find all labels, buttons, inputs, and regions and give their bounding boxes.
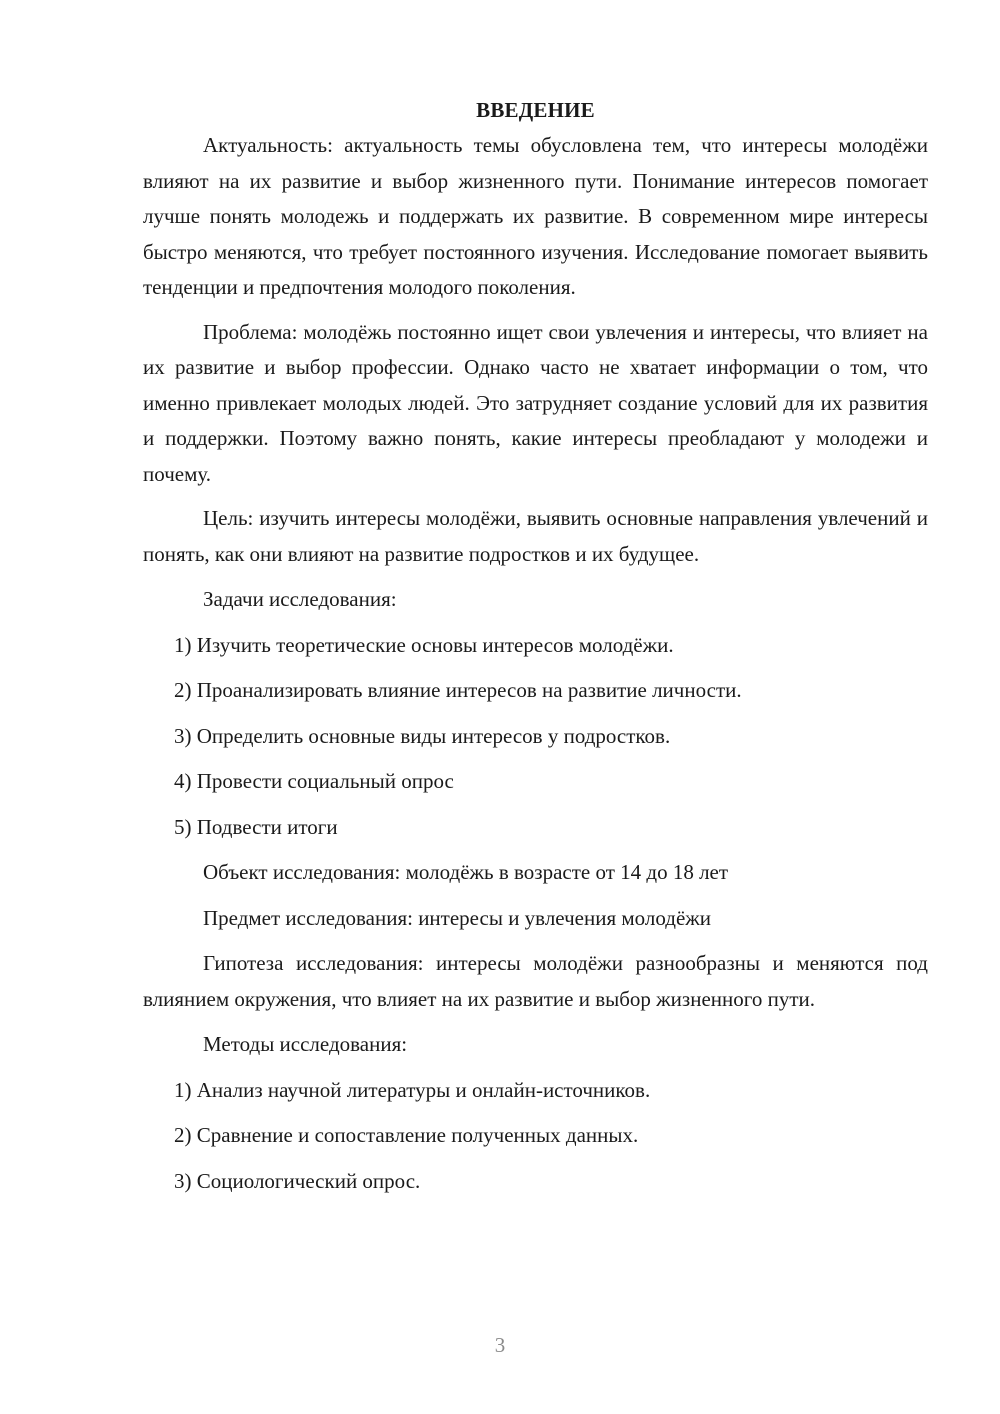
methods-title: Методы исследования: [203, 1032, 408, 1056]
list-item: 2) Сравнение и сопоставление полученных данных. [174, 1123, 639, 1147]
list-item: 1) Изучить теоретические основы интересов молодёжи. [174, 632, 674, 657]
document-page [143, 92, 928, 1199]
list-item: 3) Определить основные виды интересов у подростков. [174, 723, 671, 748]
list-item: 5) Подвести итоги [174, 814, 338, 839]
list-item: 1) Анализ научной литературы и онлайн-источников. [174, 1077, 651, 1102]
page-title: ВВЕДЕНИЕ [476, 98, 595, 122]
relevance-paragraph: Актуальность: актуальность темы обусловлена тем, что интересы молодёжи влияют на их развитие и выбор жизненного пути. Понимание интересов помогает лучше понять молодежь и поддержать их развитие. В современном мире интересы быстро меняются, что требует постоянного изучения. Исследование помогает выявить тенденции и предпочтения молодого поколения. [143, 133, 928, 299]
subject-line: Предмет исследования: интересы и увлечения молодёжи [203, 905, 712, 930]
tasks-list [143, 628, 928, 846]
list-item: 4) Провести социальный опрос [174, 769, 454, 793]
hypothesis-paragraph: Гипотеза исследования: интересы молодёжи разнообразны и меняются под влиянием окружения, что влияет на их развитие и выбор жизненного пути. [143, 951, 928, 1011]
page-number: 3 [494, 1333, 506, 1357]
list-item: 2) Проанализировать влияние интересов на развитие личности. [174, 678, 742, 702]
tasks-title: Задачи исследования: [203, 587, 397, 611]
object-line: Объект исследования: молодёжь в возрасте от 14 до 18 лет [203, 860, 729, 884]
methods-list [143, 1073, 928, 1200]
list-item: 3) Социологический опрос. [174, 1168, 421, 1193]
problem-paragraph: Проблема: молодёжь постоянно ищет свои увлечения и интересы, что влияет на их развитие и выбор профессии. Однако часто не хватает информации о том, что именно привлекает молодых людей. Это затрудняет создание условий для их развития и поддержки. Поэтому важно понять, какие интересы преобладают у молодежи и почему. [143, 319, 928, 486]
goal-paragraph: Цель: изучить интересы молодёжи, выявить основные направления увлечений и понять, как они влияют на развитие подростков и их будущее. [143, 506, 928, 566]
